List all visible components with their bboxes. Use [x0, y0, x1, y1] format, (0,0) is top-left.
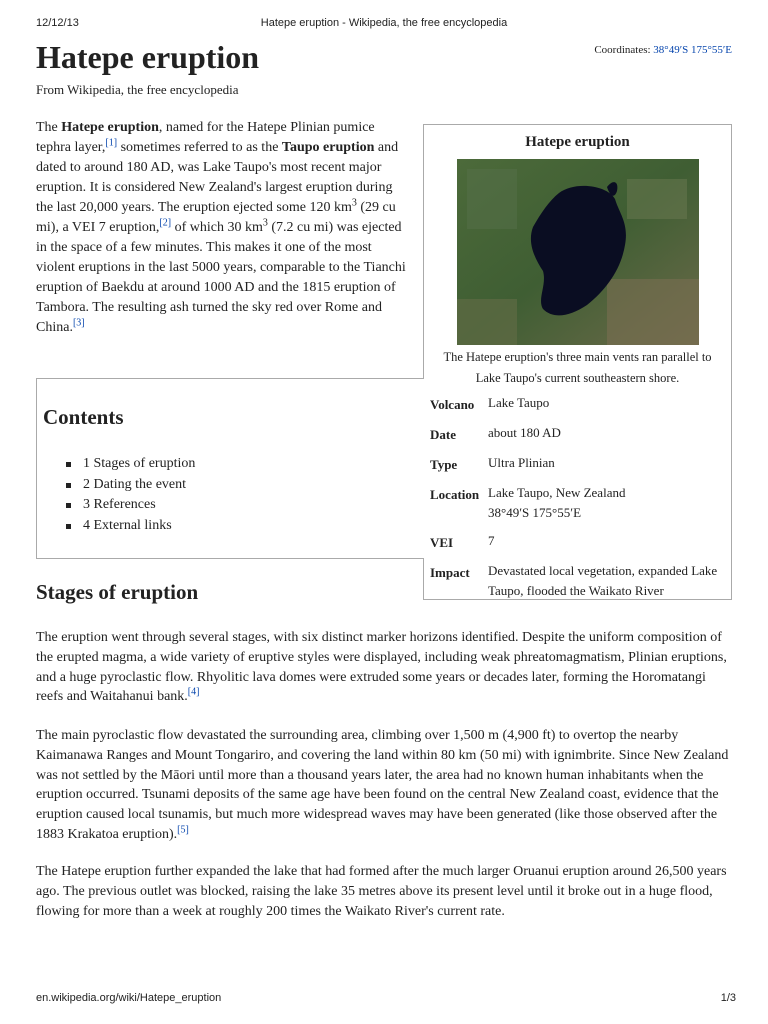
toc-item[interactable]: 4 External links — [83, 516, 195, 537]
print-date: 12/12/13 — [36, 17, 79, 29]
infobox-label: Impact — [430, 565, 470, 580]
ref-4[interactable]: [4] — [187, 686, 200, 698]
section-heading-stages: Stages of eruption — [36, 580, 199, 604]
location-value: Lake Taupo, New Zealand — [488, 485, 626, 500]
from-line: From Wikipedia, the free encyclopedia — [36, 82, 239, 97]
infobox-row — [430, 529, 726, 559]
toc-item[interactable]: 3 References — [83, 495, 195, 516]
page-title: Hatepe eruption — [36, 39, 260, 75]
infobox-value: about 180 AD — [488, 425, 561, 440]
coordinates-label: Coordinates: — [594, 44, 651, 56]
infobox-row — [430, 421, 726, 451]
infobox-row — [430, 559, 726, 607]
infobox-table — [430, 391, 726, 607]
infobox — [423, 124, 732, 600]
infobox-label: Type — [430, 457, 458, 472]
infobox-value: Ultra Plinian — [488, 455, 555, 470]
paragraph: The Hatepe eruption further expanded the lake that had formed after the much larger Oruanui eruption around 26,500 years ago. The previous outlet was blocked, raising the lake 35 metres above its present level until it broke out in a huge flood, flowing for more than a week at roughly 200 times the Waikato River's current rate. — [36, 864, 727, 919]
lake-taupo-text: Lake Taupo — [202, 160, 269, 175]
bold-hatepe: Hatepe eruption — [61, 120, 159, 135]
infobox-caption: The Hatepe eruption's three main vents ran parallel to Lake Taupo's current southeastern shore. — [443, 350, 712, 385]
ref-3[interactable]: [3] — [72, 317, 85, 329]
infobox-value: Lake Taupo — [488, 395, 550, 410]
paragraph: The eruption went through several stages, with six distinct marker horizons identified. Despite the uniform composition of the erupted magma, a wide variety of eruptive styles were displayed, including weak phreatomagmatism, Plinian eruptions, and a huge pyroclastic flow. Rhyolitic lava domes were extruded some years or decades later, forming the Horomatangi reefs and Waitahanui bank.[4] — [36, 630, 727, 705]
infobox-value: 7 — [488, 533, 495, 548]
table-of-contents — [36, 378, 424, 559]
infobox-value — [488, 481, 726, 529]
toc-list — [83, 454, 195, 536]
infobox-label: Volcano — [430, 397, 475, 412]
toc-title: Contents — [43, 405, 124, 429]
intro-paragraph: The Hatepe eruption, named for the Hatepe Plinian pumice tephra layer,[1] sometimes referred to as the Taupo eruption and dated to around 180 AD, was Lake Taupo's most recent major eruption. It is considered New Zealand's largest eruption during the last 20,000 years. The eruption ejected some 120 $km^3$ (29 cu mi), a VEI 7 eruption,[2] of which 30 $km^3$ (7.2 cu mi) was ejected in the space of a few minutes. This makes it one of the most violent eruptions in the last 5000 years, comparable to the Tianchi eruption of Baekdu at around 1000 AD and the 1815 eruption of Tambora. The resulting ash turned the sky red over Rome and China.[3] — [36, 120, 406, 335]
bold-taupo: Taupo eruption — [281, 140, 375, 155]
infobox-label: VEI — [430, 535, 454, 550]
ref-2[interactable]: [2] — [159, 217, 172, 229]
infobox-title: Hatepe eruption — [525, 134, 630, 150]
infobox-row — [430, 451, 726, 481]
print-header-title: Hatepe eruption - Wikipedia, the free encyclopedia — [260, 17, 508, 29]
paragraph: The main pyroclastic flow devastated the surrounding area, climbing over 1,500 m (4,900 ft) to overtop the nearby Kaimanawa Ranges and Mount Tongariro, and covering the land within 80 km (50 mi) with ignimbrite. Since New Zealand was not settled by the Māori until more than a thousand years later, the area had no known human inhabitants when the eruption occurred. Tsunami deposits of the same age have been found on the central New Zealand coast, evidence that the eruption caused local tsunamis, but much more widespread waves may have been generated (like those observed after the 1883 Krakatoa eruption).[5] — [36, 728, 729, 842]
lake-taupo-map-icon — [457, 159, 699, 345]
infobox-row — [430, 481, 726, 529]
footer-url: en.wikipedia.org/wiki/Hatepe_eruption — [36, 992, 222, 1004]
coordinates — [594, 44, 732, 56]
coordinates-link[interactable]: 38°49′S 175°55′E — [653, 44, 732, 56]
infobox-label: Date — [430, 427, 456, 442]
location-coordinates: 38°49′S 175°55′E — [488, 505, 582, 520]
toc-item[interactable]: 1 Stages of eruption — [83, 454, 195, 475]
toc-item[interactable]: 2 Dating the event — [83, 475, 195, 496]
ref-1[interactable]: [1] — [105, 137, 118, 149]
ref-5[interactable]: [5] — [177, 824, 189, 836]
infobox-label: Location — [430, 487, 480, 502]
infobox-row — [430, 391, 726, 421]
footer-page-number: 1/3 — [720, 992, 736, 1004]
infobox-value: Devastated local vegetation, expanded Lake Taupo, flooded the Waikato River — [488, 563, 718, 598]
infobox-satellite-image[interactable] — [457, 159, 699, 345]
